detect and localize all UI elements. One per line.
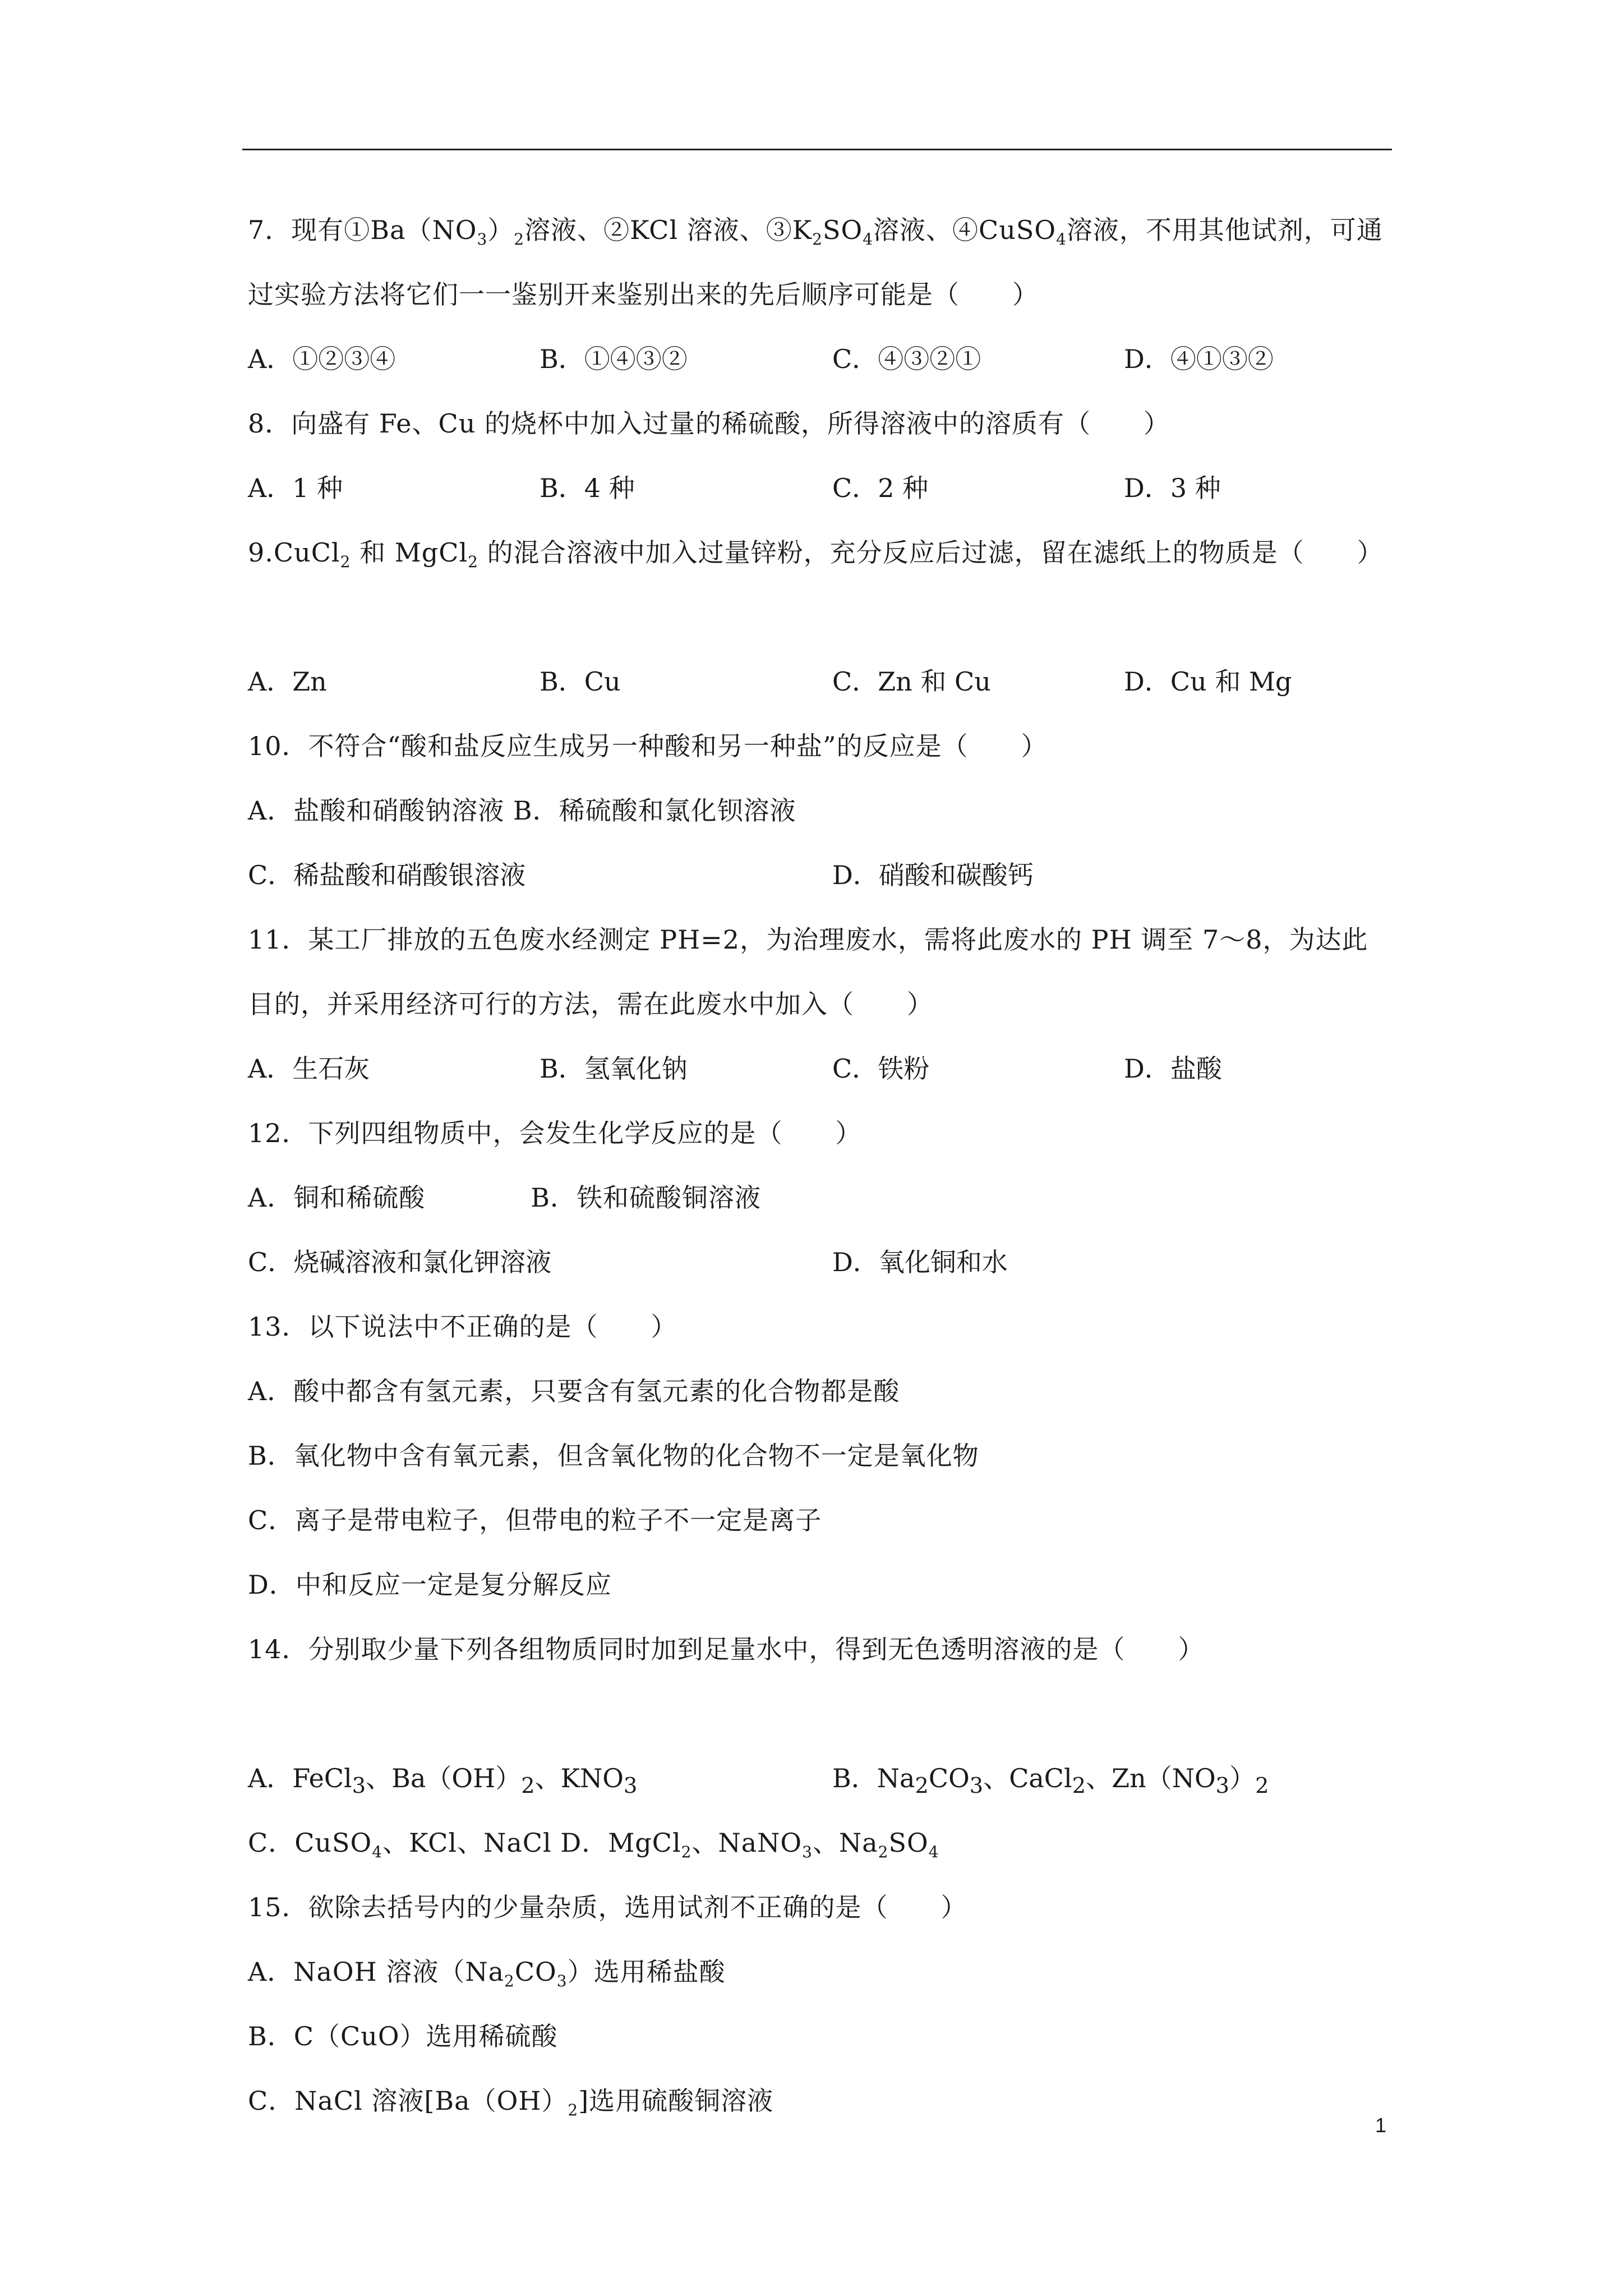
q14-options-cd: C．CuSO$_4$、KCl、NaCl D．MgCl$_2$、NaNO$_3$、$Na_2SO_4$: [248, 1828, 939, 1861]
q13-option-b: B．氧化物中含有氧元素，但含氧化物的化合物不一定是氧化物: [248, 1441, 979, 1471]
q7-option-b: B．①④③②: [540, 344, 688, 374]
q13-option-c: C．离子是带电粒子，但带电的粒子不一定是离子: [248, 1505, 822, 1535]
q13-option-d: D．中和反应一定是复分解反应: [248, 1570, 612, 1600]
q15-option-c: C．NaCl 溶液$[Ba(OH)_2]$选用硫酸铜溶液: [248, 2086, 774, 2119]
q9-option-b: B．Cu: [540, 666, 621, 697]
q7-option-a: A．①②③④: [248, 344, 396, 374]
q8-option-c: C．2 种: [832, 473, 929, 503]
q11-option-c: C．铁粉: [832, 1053, 930, 1084]
q10-options-ab: A．盐酸和硝酸钠溶液 B．稀硫酸和氯化钡溶液: [248, 795, 796, 826]
q8-option-b: B．4 种: [540, 473, 635, 503]
q9-option-d: D．Cu 和 Mg: [1124, 666, 1292, 697]
q12-option-c: C．烧碱溶液和氯化钾溶液: [248, 1247, 552, 1277]
q8-stem: 8．向盛有 Fe、Cu 的烧杯中加入过量的稀硫酸，所得溶液中的溶质有（ ）: [248, 408, 1170, 439]
q7-stem-line2: 过实验方法将它们一一鉴别开来鉴别出来的先后顺序可能是（ ）: [248, 279, 1039, 310]
q15-option-a: A．NaOH 溶液$(Na_2CO_3)$选用稀盐酸: [248, 1957, 726, 1990]
q9-option-c: C．Zn 和 Cu: [832, 666, 991, 697]
q7-option-d: D．④①③②: [1124, 344, 1274, 374]
q8-option-d: D．3 种: [1124, 473, 1221, 503]
q7-stem-line1: 7．现有$①Ba(NO_3)_2$溶液、②KCl 溶液、$③K_2SO_4$溶液、④CuSO$_4$溶液，不用其他试剂，可通: [248, 215, 1383, 249]
q12-option-d: D．氧化铜和水: [832, 1247, 1008, 1277]
q14-option-a: A．FeCl$_3$、$Ba(OH)_2$、$KNO_3$: [248, 1763, 638, 1799]
q11-option-d: D．盐酸: [1124, 1053, 1222, 1084]
q8-option-a: A．1 种: [248, 473, 343, 503]
q11-option-a: A．生石灰: [248, 1053, 370, 1084]
q12-stem: 12．下列四组物质中，会发生化学反应的是（ ）: [248, 1118, 862, 1148]
q10-option-c: C．稀盐酸和硝酸银溶液: [248, 860, 526, 890]
q11-option-b: B．氢氧化钠: [540, 1053, 688, 1084]
q9-stem: 9.CuCl$_2$ 和 MgCl$_2$ 的混合溶液中加入过量锌粉，充分反应后过滤，留在滤纸上的物质是（ ）: [248, 537, 1384, 571]
header-rule: [242, 149, 1392, 150]
q10-option-d: D．硝酸和碳酸钙: [832, 860, 1034, 890]
q15-option-b: B．C（CuO）选用稀硫酸: [248, 2021, 558, 2051]
q13-stem: 13．以下说法中不正确的是（ ）: [248, 1312, 677, 1342]
q12-options-ab: A．铜和稀硫酸 B．铁和硫酸铜溶液: [248, 1182, 762, 1213]
q11-stem-line1: 11．某工厂排放的五色废水经测定 PH=2，为治理废水，需将此废水的 PH 调至 7～8，为达此: [248, 924, 1368, 955]
q9-option-a: A．Zn: [248, 666, 327, 697]
q14-option-b: B．$Na_2CO_3$、CaCl$_2$、$Zn(NO_3)_2$: [832, 1763, 1269, 1799]
page-number: 1: [1375, 2114, 1387, 2137]
q10-stem: 10．不符合“酸和盐反应生成另一种酸和另一种盐”的反应是（ ）: [248, 731, 1048, 761]
q7-option-c: C．④③②①: [832, 344, 981, 374]
q15-stem: 15．欲除去括号内的少量杂质，选用试剂不正确的是（ ）: [248, 1892, 967, 1922]
q14-stem: 14．分别取少量下列各组物质同时加到足量水中，得到无色透明溶液的是（ ）: [248, 1634, 1205, 1664]
q11-stem-line2: 目的，并采用经济可行的方法，需在此废水中加入（ ）: [248, 989, 933, 1019]
q13-option-a: A．酸中都含有氢元素，只要含有氢元素的化合物都是酸: [248, 1376, 900, 1406]
